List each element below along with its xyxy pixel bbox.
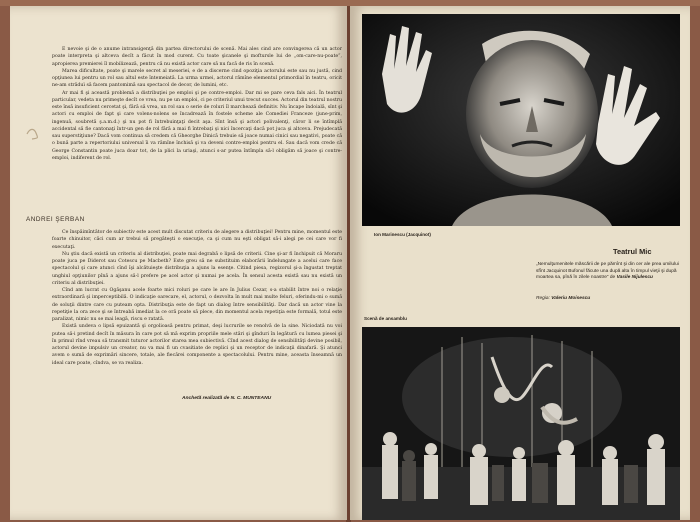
lower-text-block (52, 229, 342, 367)
director-label: Regia: (536, 296, 550, 301)
left-page (10, 6, 347, 520)
pencil-mark-icon (24, 124, 42, 142)
stage-ensemble-image (362, 327, 680, 520)
right-page (350, 6, 690, 520)
author-heading: ANDREI ŞERBAN (26, 216, 85, 223)
survey-signature: Anchetă realizată de N. C. MUNTEANU (182, 396, 272, 401)
top-photo-caption: Ion Marinescu (Jacquinot) (374, 232, 431, 237)
paragraph: Există undeva o lipsă epuizantă şi orgolioasă pentru primat, deşi lucrurile se renolvă de la sine. Niciodată nu voi putea să-i pretind decît în măsura în care pot să mă exprim propriile mele stări şi gînduri în legătură cu lumea piesei şi în primul rînd vreau să transmit tuturor actorilor starea mea subiectivă. Cînd acest dialog de sensibilităţi devine posibil, actorul devine impulsiv un creator, nu va mai fi un cvasitiate de replici şi un receptor de indicaţii dinafară. Şi atunci avem o sumă de exprimări sincere, totale, ale fiecărei componente a spectacolului. Pentru mine, aceasta înseamnă un ideal care poate, cîndva, se va realiza. (52, 324, 342, 366)
clown-actor-image (362, 14, 680, 226)
theatre-title: Teatrul Mic (613, 247, 652, 256)
bottom-photo-caption: Scenă de ansamblu (364, 316, 407, 321)
actor-portrait-photo (362, 14, 680, 226)
paragraph: Nu ştiu dacă există un criteriu al distribuţiei, poate mai degrabă o lipsă de criterii. Cine şi-ar fi închipuit că Moraru poate juca pe Diderot sau Cotescu pe Macbeth? Este greu să ne substituim elaborării îndelungate a acelui care face spectacolul şi care atunci cînd îşi alcătuieşte distribuţia a ajuns la esenţe. Citind piesa, regizorul şi-a îngustat treptat unghiul opţiunilor pînă a ajuns să-l prefere pe acel actor şi numai pe acela. În sensul acesta există sau nu există un criteriu al distribuţiei. (52, 251, 342, 286)
playwright-name: Vasile Nijulescu (616, 275, 653, 281)
director-credit (536, 296, 590, 301)
quote-connector: de (609, 275, 616, 281)
upper-text-block (52, 46, 342, 162)
paragraph: Cînd am lucrat cu Ogăşanu acele foarte mici roluri pe care le are în Julius Cezar, s-a stabilit între noi o relaţie extraordinară şi imperceptibilă. O indicaţie oarecare, el, actorul, o dezvolta în mult mai multe feluri, oferindu-mi o sumă de soluţii dintre care cu puteam opta. Distribuţia este de fapt un dialog între sensibilităţi. Dar dacă un actor vine la repetiţie la ora zece şi se întreabă imediat la ce oră poate să plece, din momentul acela repetiţia este formală, totul este paralizat, nimic nu se mai leagă, riscu e ratată. (52, 288, 342, 322)
play-title-text: „Nemulţumenitele măscării de pe pămînt şi din cer ale prea umilului sfînt Jacquinot Bufonul făcute una după alta în timpul vieţii şi după moartea sa, pînă în zilele noastre” (536, 262, 679, 281)
paragraph: Marea dificultate, poate şi marele secret al meseriei, e de a discerne cind opoziţia actorului este sau nu justă, cind opţiunea lui pentru un rol sau altul este întemeiată. La urma urmei, actorul rămîne elementul primordial în teatru, oricit ne-am străduì să facem pantomimă sau spectacol de decor, de lumini, etc. (52, 68, 342, 89)
paragraph: Ar mai fi şi această problemă a distribuţiei pe emploi şi pe contre-emploi. Dar mi se pare ceva fals aici. În teatrul particular, vedeta nu primeşte decît ce vrea, nu pe un emploi, ci pe criteriul unui trecut succes. Actorul din teatrul nostru este însă insuficient cercetat şi, fără să vrea, un rol sau o serie de roluri îl marchează definitiv. Nu încape îndoială, sînt şi actori cu emploi de fapt şi care volens-nolens se încadrează în fostele scheme ale Comediei Franceze (june-prim, ingenuă, soubretă ş.a.m.d.) şi nu pot fi întrebuinţaţi decit aşa. Sînt însă şi actori polivalenţi, căror li se întîmplă accidental să fie cantonaţi într-un gen de rol fără a mai fi întrebaţi şi nici încercaţi dacă pot juca şi altceva. Prejudecată sau superstiţiune? Dacă vom continua să credem că Gheorghe Dinică trebuie să joace numai cinici sau negativi, poate că o bună parte a repertoriului universal îi va rămîne închisă şi va deveni contre-emploi pentru el. Sau dacă vom crede că George Constantin poate juca doar tot, de la plici la uriaşi, atunci s-ar putea întîmpla să-l obligăm să joace şi contre-emploi, indiferent de rol. (52, 90, 342, 161)
paragraph: E nevoie şi de o anume intransigenţă din partea directorului de scenă. Mai ales cind are convingerea că un actor poate interpreta şi altceva decît a făcut în mod curent. Cu toate şicanele şi moftursle lui de „om-care-nu-poate”, apropierea premierei îl mobilizează, pentru că nu există actor care să nu facă de ris în scenă. (52, 47, 342, 67)
play-title-quote (536, 262, 682, 282)
director-name: Valeriu Moisescu (551, 296, 591, 301)
paragraph: Ce înspăimîntător de subiectiv este acest mult discutat criteriu de alegere a distribuţiei! Pentru mine, momentul este foarte chinuitor, căci cum ar trebui să pregăteşti o execuţie, ca şi cum nu eşti obligat să-i alegi pe cei care vor fi executaţi. (52, 230, 342, 250)
ensemble-scene-photo (362, 327, 680, 520)
